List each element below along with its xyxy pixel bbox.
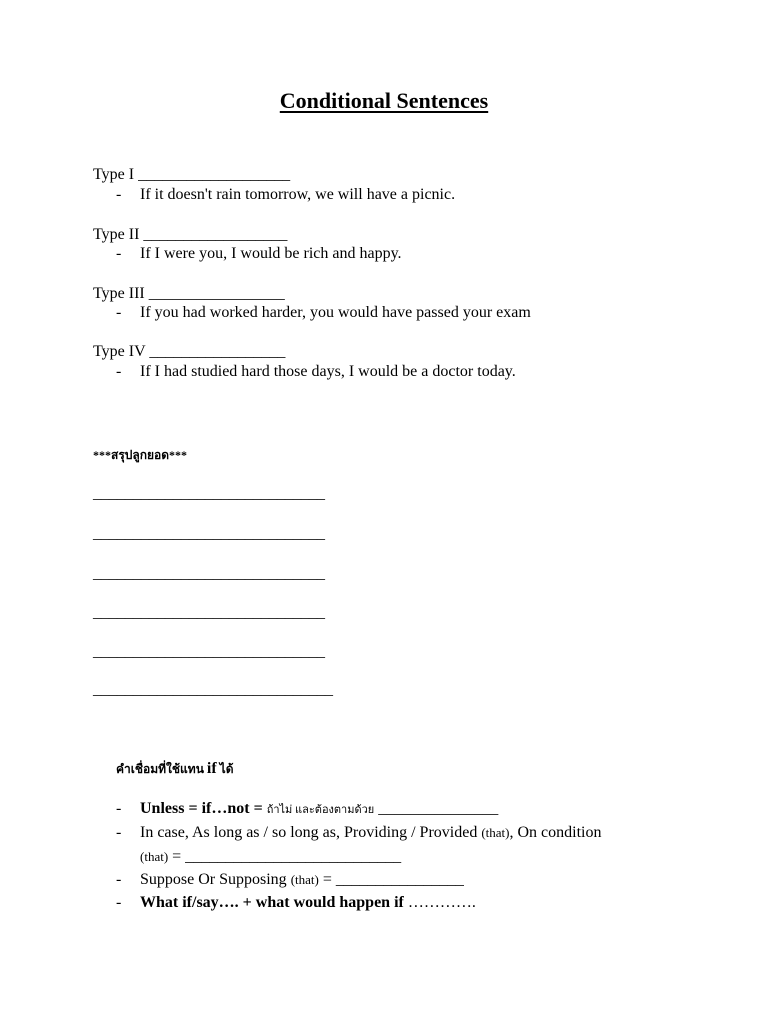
blank-line: _____________________________ bbox=[93, 643, 325, 660]
type-3-label: Type III _________________ bbox=[93, 285, 285, 302]
type-3-example bbox=[116, 304, 531, 322]
example-text: If I were you, I would be rich and happy. bbox=[140, 245, 402, 262]
type-1-example bbox=[116, 186, 455, 204]
type-4-example bbox=[116, 363, 516, 381]
bullet-what-if: - What if/say…. + what would happen if …………. bbox=[116, 894, 476, 911]
type-4-label: Type IV _________________ bbox=[93, 343, 286, 360]
replacements-heading: คำเชื่อมที่ใช้แทน if ได้ bbox=[116, 760, 234, 777]
bullet-dash: - bbox=[116, 871, 122, 888]
bullet-dash: - bbox=[116, 304, 122, 321]
type-1-label: Type I ___________________ bbox=[93, 166, 291, 183]
bullet-dash: - bbox=[116, 186, 122, 203]
bullet-dash: - bbox=[116, 800, 122, 817]
bullet-in-case: - In case, As long as / so long as, Providing / Provided (that), On condition bbox=[116, 824, 602, 841]
example-text: If you had worked harder, you would have passed your exam bbox=[140, 304, 531, 321]
example-text: If it doesn't rain tomorrow, we will have a picnic. bbox=[140, 186, 456, 203]
bullet-in-case-continued: (that) = ___________________________ bbox=[140, 848, 402, 865]
bullet-dash: - bbox=[116, 894, 122, 911]
bullet-dash: - bbox=[116, 824, 122, 841]
page-title: Conditional Sentences bbox=[279, 88, 489, 113]
example-text: If I had studied hard those days, I would be a doctor today. bbox=[140, 363, 516, 380]
bullet-dash: - bbox=[116, 363, 122, 380]
summary-label: ***สรุปลูกยอด*** bbox=[93, 448, 188, 462]
blank-line: _____________________________ bbox=[93, 525, 325, 542]
blank-line: ______________________________ bbox=[93, 681, 333, 698]
bullet-dash: - bbox=[116, 245, 122, 262]
blank-line: _____________________________ bbox=[93, 485, 325, 502]
blank-line: _____________________________ bbox=[93, 604, 325, 621]
bullet-suppose: - Suppose Or Supposing (that) = ________________ bbox=[116, 871, 464, 888]
type-2-label: Type II __________________ bbox=[93, 226, 288, 243]
blank-line: _____________________________ bbox=[93, 565, 325, 582]
bullet-unless: - Unless = if…not = ถ้าไม่ และต้องตามด้วย _______________ bbox=[116, 800, 499, 817]
type-2-example bbox=[116, 245, 402, 263]
